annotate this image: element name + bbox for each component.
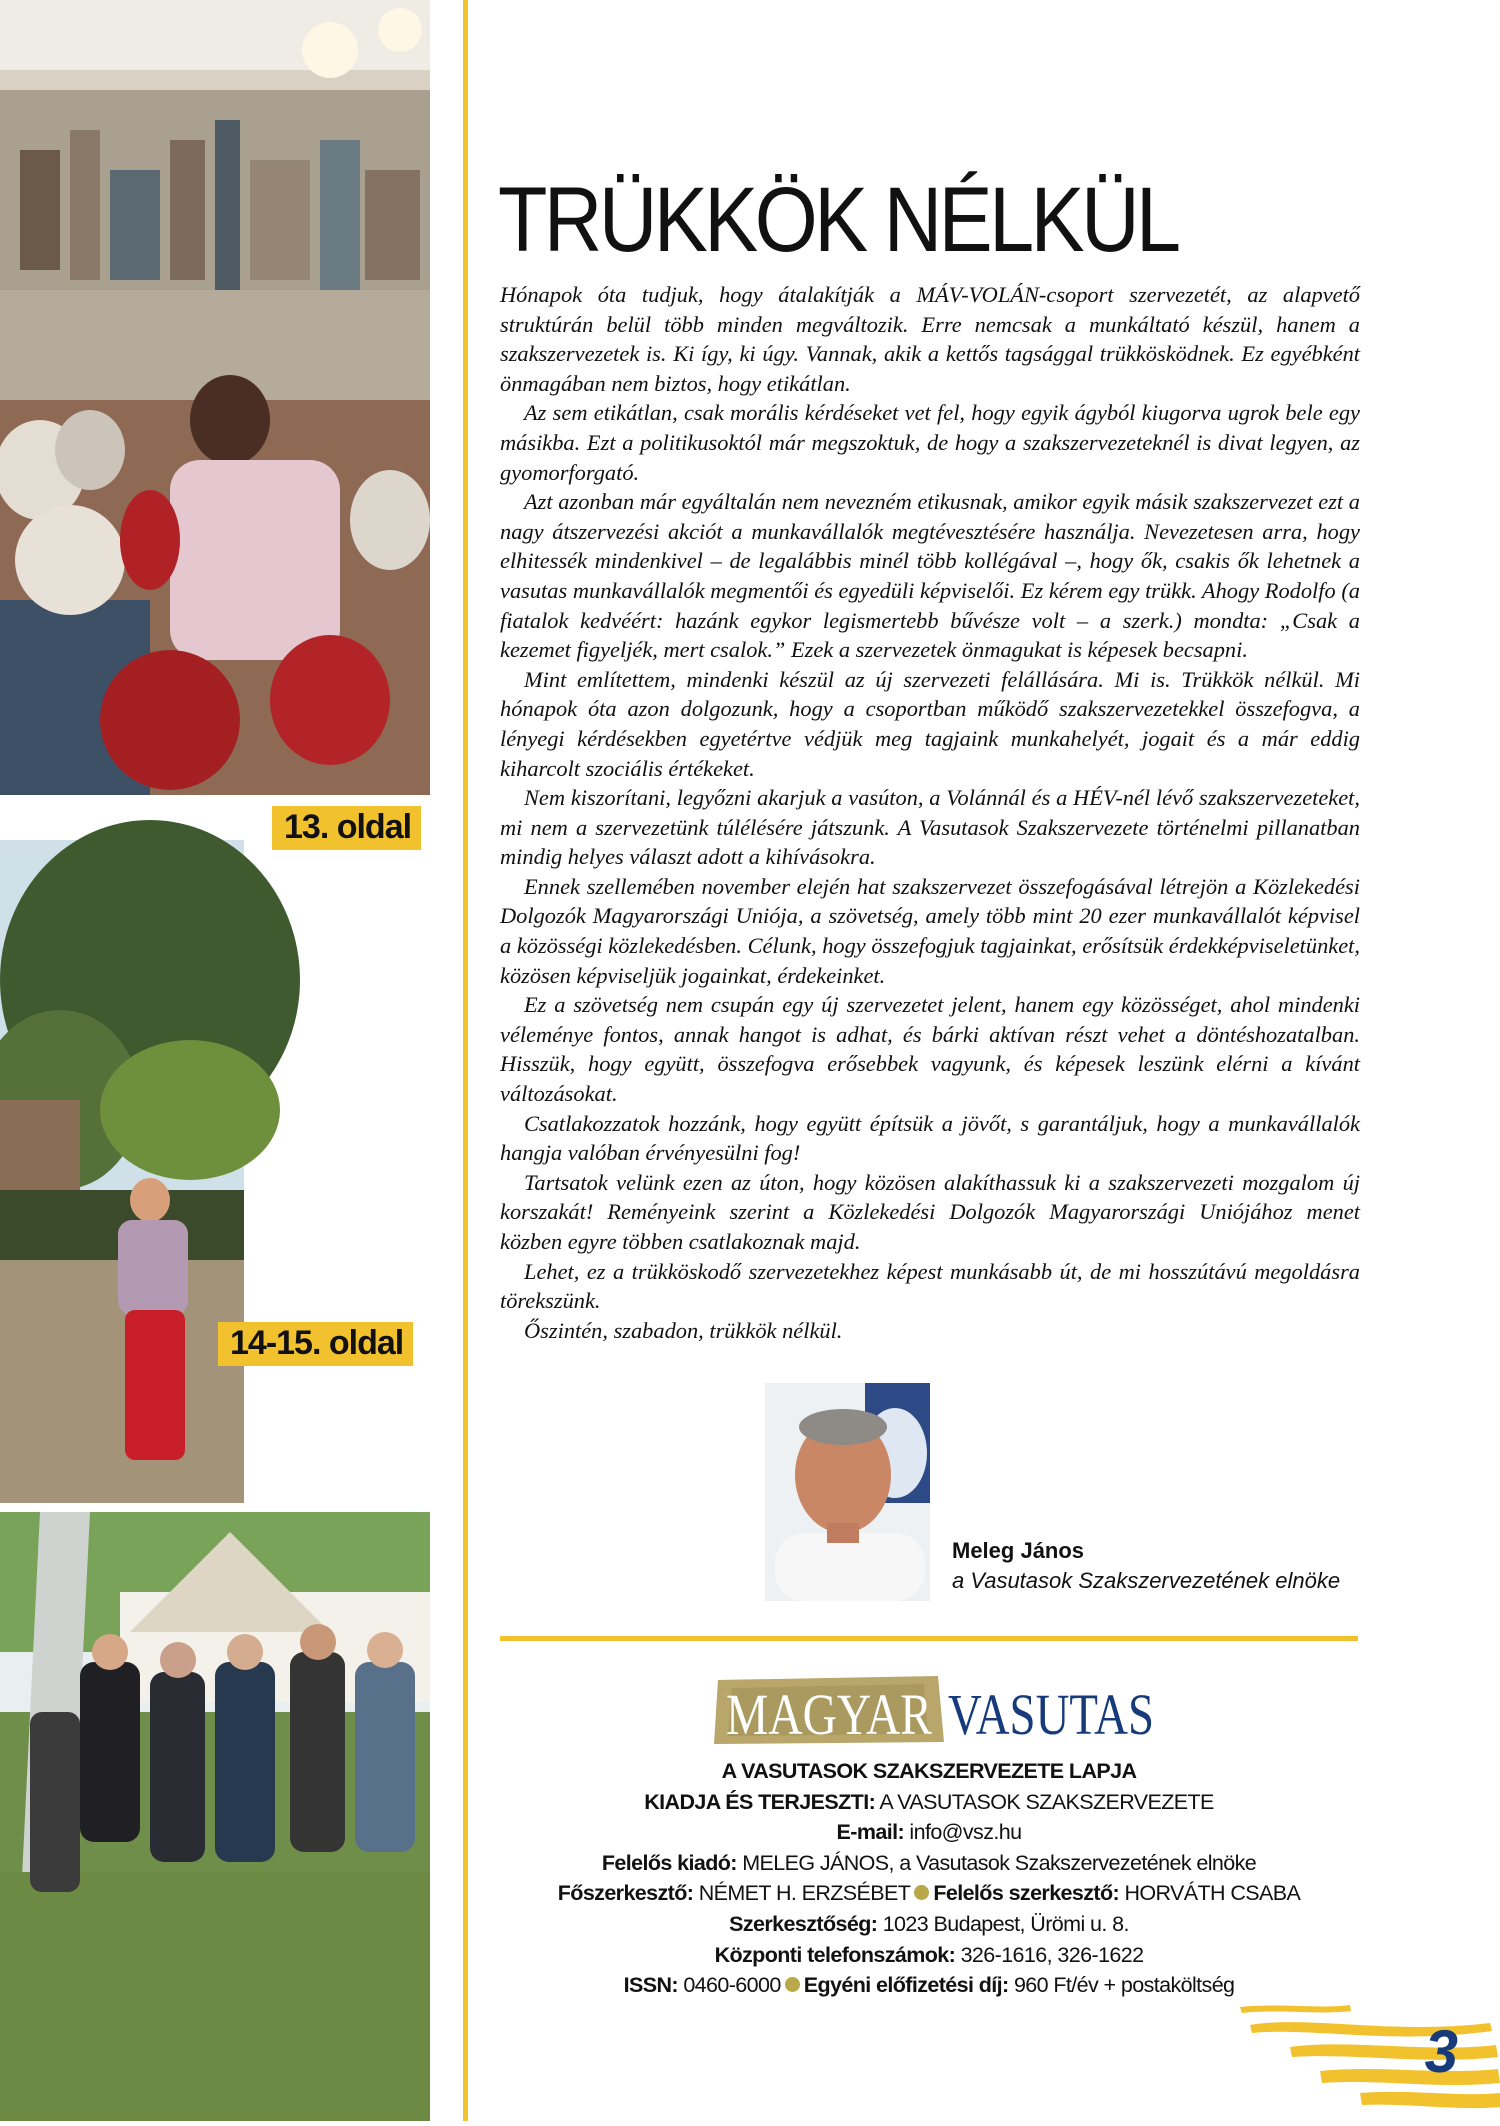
imprint-publisher: KIADJA ÉS TERJESZTI: A VASUTASOK SZAKSZERVEZETE — [644, 1789, 1214, 1814]
paragraph: Nem kiszorítani, legyőzni akarjuk a vasúton, a Volánnál és a HÉV-nél lévő szakszervezeteket, mi nem a szervezetünk túlélésére játszunk. A Vasutasok Szakszervezete történelmi pillanatban mindig helyes választ adott a kihívásokra. — [500, 785, 1360, 870]
horizontal-divider — [500, 1636, 1358, 1641]
imprint-editors: Főszerkesztő: NÉMET H. ERZSÉBET Felelős szerkesztő: HORVÁTH CSABA — [557, 1881, 1301, 1906]
paragraph: Tartsatok velünk ezen az úton, hogy közösen alakíthassuk ki a szakszervezeti mozgalom új korszakát! Reményeink szerint a Közlekedési Dolgozók Magyarországi Uniójához menet közben egyre többen csatlakoznak majd. — [500, 1169, 1360, 1254]
author-name: Meleg János — [952, 1538, 1085, 1563]
imprint-office: Szerkesztőség: 1023 Budapest, Ürömi u. 8. — [729, 1911, 1129, 1936]
logo-word-magyar: MAGYAR — [726, 1682, 933, 1747]
paragraph: Csatlakozzatok hozzánk, hogy együtt építsük a jövőt, s garantáljuk, hogy a munkavállalók hangja valóban érvényesülni fog! — [500, 1110, 1360, 1166]
page-number-corner — [1230, 1995, 1500, 2121]
paragraph: Azt azonban már egyáltalán nem nevezném etikusnak, amikor egyik másik szakszervezet ezt a nagy átszervezési akciót a munkavállalók megtévesztésére használja. Nevezetesen arra, hogy elhitessék mindenkivel – de legalábbis minél több kollégával –, hogy ők, csakis ők lehetnek a vasutas munkavállalók megmentői és egyedüli képviselői. Ez kérem egy trükk. Ahogy Rodolfo (a fiatalok kedvéért: hazánk egykor legismertebb bűvésze volt – a szerk.) mondta: „Csak a kezemet figyeljék, mert csalok.” Ezek a szervezetek önmagukat is képesek becsapni. — [500, 489, 1360, 663]
photo-column — [0, 0, 430, 2121]
logo-word-vasutas: VASUTAS — [948, 1682, 1154, 1747]
paragraph: Őszintén, szabadon, trükkök nélkül. — [524, 1317, 843, 1343]
paragraph: Ennek szellemében november elején hat szakszervezet összefogásával létrejön a Közlekedési Dolgozók Magyarországi Uniója, a szövetség, amely több mint 20 ezer munkavállalót képvisel a közösségi közlekedésben. Célunk, hogy összefogjuk tagjainkat, erősítsük érdekképviseletünket, közösen képviseljük jogainkat, érdekeinket. — [500, 873, 1360, 988]
imprint-issn: ISSN: 0460-6000 Egyéni előfizetési díj: 960 Ft/év + postaköltség — [623, 1973, 1235, 1998]
paragraph: Ez a szövetség nem csupán egy új szervezetet jelent, hanem egy közösséget, ahol mindenki véleménye fontos, annak hangot is adhat, és bárki aktívan részt vehet a döntéshozatalban. Hisszük, hogy együtt, összefogva erősebbek vagyunk, és képesek leszünk elérni a kívánt változásokat. — [500, 992, 1360, 1107]
imprint-phones: Központi telefonszámok: 326-1616, 326-1622 — [714, 1942, 1144, 1967]
imprint-email: E-mail: info@vsz.hu — [836, 1820, 1022, 1845]
article-headline: TRÜKKÖK NÉLKÜL — [498, 169, 1178, 271]
bullet-dot-icon — [914, 1885, 929, 1900]
article-body — [500, 280, 1360, 1345]
brush-stroke-decoration — [1230, 1995, 1500, 2121]
signature-block — [952, 1536, 1340, 1596]
outdoor-event-photo — [0, 1512, 430, 2121]
magyar-vasutas-logo — [712, 1672, 1160, 1748]
paragraph: Hónapok óta tudjuk, hogy átalakítják a MÁV-VOLÁN-csoport szervezetét, az alapvető struktúrán belül több minden megváltozik. Erre nemcsak a munkáltató készül, hanem a szakszervezetek is. Ki így, ki úgy. Vannak, akik a kettős tagsággal trükkösködnek. Ez egyébként önmagában nem biztos, hogy etikátlan. — [500, 282, 1360, 396]
paragraph: Lehet, ez a trükköskodő szervezetekhez képest munkásabb út, de mi hosszútávú megoldásra törekszünk. — [500, 1258, 1360, 1314]
author-portrait — [765, 1383, 930, 1601]
imprint-responsible-publisher: Felelős kiadó: MELEG JÁNOS, a Vasutasok Szakszervezetének elnöke — [601, 1850, 1257, 1875]
vertical-divider — [463, 0, 468, 2121]
author-role: a Vasutasok Szakszervezetének elnöke — [952, 1568, 1341, 1593]
imprint — [500, 1756, 1358, 2001]
paragraph: Az sem etikátlan, csak morális kérdéseket vet fel, hogy egyik ágyból kiugorva ugrok bele egy másikba. Ezt a politikusoktól már megszoktuk, de hogy a szakszervezeteknél is divat legyen, az gyomorforgató. — [500, 400, 1360, 485]
meeting-photo — [0, 0, 430, 795]
imprint-masthead: A VASUTASOK SZAKSZERVEZETE LAPJA — [721, 1759, 1137, 1783]
park-photo — [0, 840, 244, 1503]
bullet-dot-icon — [785, 1977, 800, 1992]
email-link[interactable]: info@vsz.hu — [909, 1820, 1022, 1845]
paragraph: Mint említettem, mindenki készül az új szervezeti felállására. Mi is. Trükkök nélkül. Mi hónapok óta azon dolgozunk, hogy a csoportban működő szakszervezetekkel összefogva, a lényegi kérdésekben egyetértve védjük meg tagjaink munkahelyét, jogait és a már eddig kiharcolt szociális értékeket. — [500, 666, 1360, 781]
page-ref-tag-13[interactable]: 13. oldal — [272, 806, 421, 850]
page-number: 3 — [1424, 2018, 1458, 2085]
page-ref-tag-14-15[interactable]: 14-15. oldal — [218, 1322, 413, 1366]
